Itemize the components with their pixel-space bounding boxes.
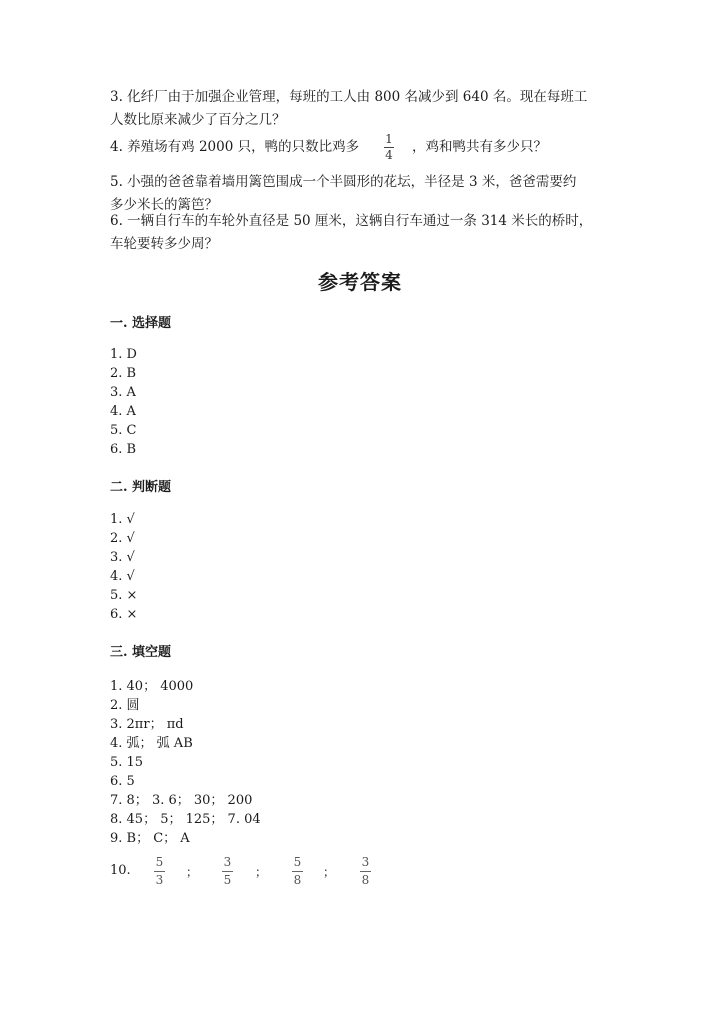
fraction-numerator: 3 [361,855,370,869]
fraction-bar [154,871,165,872]
answer-item: 3. 2πr； πd [110,717,184,732]
fraction-numerator: 5 [155,855,164,869]
answer-item: 5. × [110,588,138,603]
question-5-line-2: 多少米长的篱笆？ [110,197,218,213]
answer-item: 1. D [110,347,137,362]
answer-item: 7. 8； 3. 6； 30； 200 [110,793,253,808]
fraction-numerator: 5 [293,855,302,869]
fraction-numerator: 1 [385,132,393,146]
answer-10-separator: ； [323,865,336,879]
question-4-text-after: ，鸡和鸭共有多少只？ [412,139,547,155]
answer-10-fraction-4 [360,856,371,887]
answer-item: 1. 40； 4000 [110,679,194,694]
answer-10-fraction-2 [222,856,233,887]
answer-10-fraction-1 [154,856,165,887]
fraction-denominator: 3 [155,873,164,887]
fraction-denominator: 4 [385,148,393,162]
section-heading-judge: 二. 判断题 [110,480,172,495]
answer-item: 2. 圆 [110,698,140,713]
answer-item: 4. A [110,404,136,419]
fraction-bar [292,871,303,872]
answer-item: 2. √ [110,531,135,546]
answer-item: 5. C [110,423,137,438]
answer-10-label: 10. [110,863,131,878]
answer-item: 4. √ [110,569,135,584]
fraction-bar [222,871,233,872]
question-3-line-1: 3. 化纤厂由于加强企业管理，每班的工人由 800 名减少到 640 名。现在每班工 [110,89,588,105]
fraction-denominator: 8 [293,873,302,887]
answer-item: 1. √ [110,512,135,527]
fraction-numerator: 3 [223,855,232,869]
answer-item: 8. 45； 5； 125； 7. 04 [110,812,261,827]
answer-item: 3. √ [110,550,135,565]
choice-answers [110,345,137,459]
answer-item: 4. 弧； 弧 AB [110,736,193,751]
fraction-bar [360,871,371,872]
question-3 [110,86,610,132]
question-3-line-2: 人数比原来减少了百分之几？ [110,112,286,128]
question-6 [110,210,610,256]
answer-item: 6. B [110,442,137,457]
answer-item: 5. 15 [110,755,144,770]
answer-10-separator: ； [255,865,268,879]
answer-item: 2. B [110,366,137,381]
section-heading-choice: 一. 选择题 [110,316,172,331]
fraction-denominator: 8 [361,873,370,887]
question-6-line-1: 6. 一辆自行车的车轮外直径是 50 厘米，这辆自行车通过一条 314 米长的桥时， [110,213,593,229]
question-4-text-after-wrap [412,136,612,159]
answer-item: 6. × [110,607,138,622]
question-6-line-2: 车轮要转多少周？ [110,236,218,252]
section-heading-fill: 三. 填空题 [110,645,172,660]
question-4-fraction [384,133,394,162]
answer-item: 3. A [110,385,136,400]
fraction-denominator: 5 [223,873,232,887]
judge-answers [110,510,137,624]
answer-item: 6. 5 [110,774,135,789]
fill-answer-10 [110,856,410,888]
question-5-line-1: 5. 小强的爸爸靠着墙用篱笆围成一个半圆形的花坛，半径是 3 米，爸爸需要约 [110,174,577,190]
answer-item: 9. B； C； A [110,831,190,846]
answer-key-title: 参考答案 [318,270,402,294]
question-4-text-before: 4. 养殖场有鸡 2000 只，鸭的只数比鸡多 [110,139,360,155]
answer-10-separator: ； [186,865,199,879]
fill-answers [110,677,261,848]
answer-10-fraction-3 [292,856,303,887]
